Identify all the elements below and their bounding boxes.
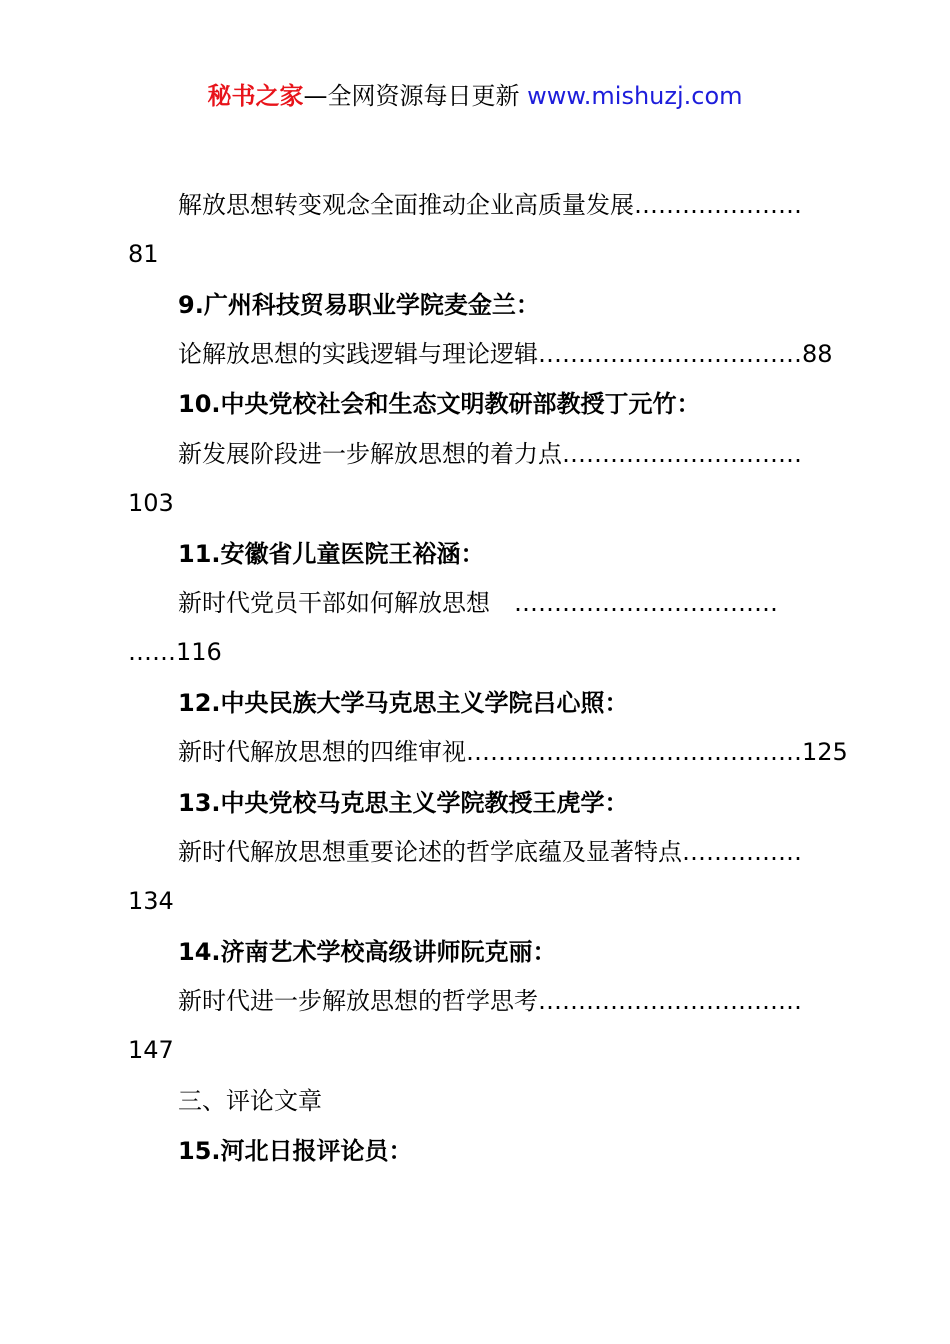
site-url: www.mishuzj.com: [519, 82, 743, 110]
toc-entry-title: 新时代进一步解放思想的哲学思考……………………………: [178, 987, 802, 1015]
toc-page-number: 147: [128, 1036, 174, 1064]
toc-entry-title: 新时代解放思想重要论述的哲学底蕴及显著特点……………: [178, 838, 802, 866]
page-header: [0, 78, 950, 114]
toc-page-number: 103: [128, 489, 174, 517]
toc-page-number: 134: [128, 887, 174, 915]
toc-author-heading: 14.济南艺术学校高级讲师阮克丽：: [178, 938, 557, 966]
toc-author-heading: 12.中央民族大学马克思主义学院吕心照：: [178, 689, 629, 717]
toc-author-heading: 10.中央党校社会和生态文明教研部教授丁元竹：: [178, 390, 701, 418]
toc-entry-title: 新时代解放思想的四维审视……………………………………125: [178, 738, 848, 766]
toc-entry-title: 新时代党员干部如何解放思想 ……………………………: [178, 589, 778, 617]
toc-author-heading: 9.广州科技贸易职业学院麦金兰：: [178, 291, 540, 319]
toc-entry-title: 新发展阶段进一步解放思想的着力点…………………………: [178, 440, 802, 468]
toc-author-heading: 11.安徽省儿童医院王裕涵：: [178, 540, 485, 568]
toc-section-heading: 三、评论文章: [178, 1087, 322, 1115]
header-tagline: —全网资源每日更新: [303, 82, 520, 110]
toc-page-number: ……116: [128, 638, 222, 666]
toc-page-number: 81: [128, 240, 159, 268]
brand-name: 秘书之家: [207, 82, 304, 110]
toc-author-heading: 15.河北日报评论员：: [178, 1137, 413, 1165]
toc-entry-title: 解放思想转变观念全面推动企业高质量发展…………………: [178, 191, 802, 219]
toc-author-heading: 13.中央党校马克思主义学院教授王虎学：: [178, 789, 629, 817]
toc-entry-title: 论解放思想的实践逻辑与理论逻辑……………………………88: [178, 340, 833, 368]
